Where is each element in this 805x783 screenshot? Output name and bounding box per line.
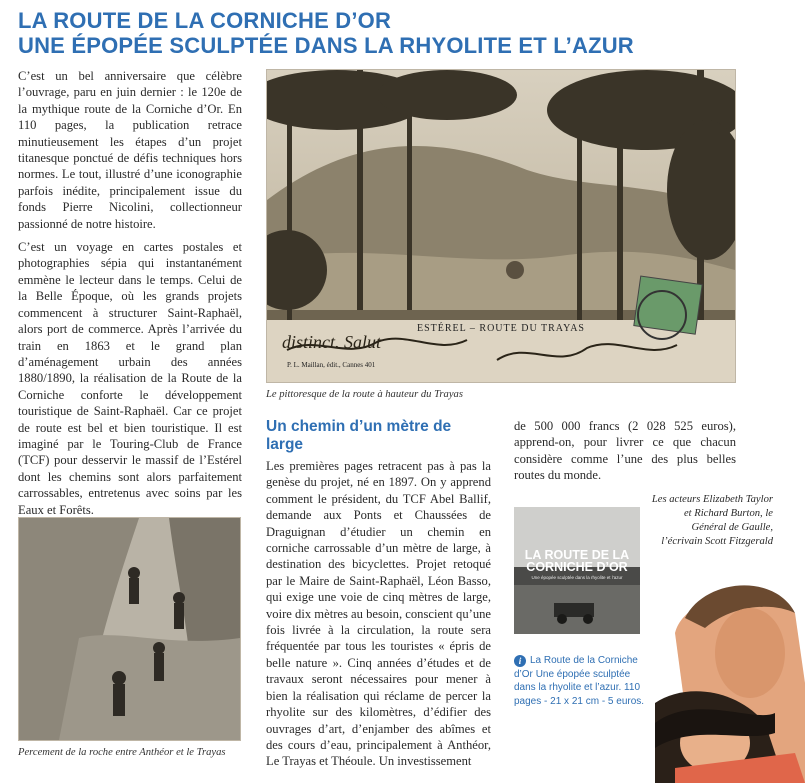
section-subhead: Un chemin d’un mètre de large: [266, 418, 452, 453]
column-2: [266, 458, 491, 770]
book-info: [514, 654, 652, 708]
column-1: [18, 68, 242, 518]
column-3: [514, 418, 736, 484]
rock-photo: [18, 517, 241, 741]
postcard-photo: [266, 69, 736, 383]
actors-photo: [655, 573, 805, 783]
rock-caption: Percement de la roche entre Anthéor et le Trayas: [18, 747, 226, 758]
book-cover-subtitle: Une épopée sculptée dans la rhyolite et l’azur: [531, 575, 623, 580]
postcard-publisher: P. L. Maillan, édit., Cannes 401: [287, 361, 376, 369]
info-icon: i: [514, 655, 526, 667]
article-headline: [18, 8, 798, 58]
book-cover-car-illustration: [514, 585, 640, 634]
headline-line-1: LA ROUTE DE LA CORNICHE D’OR: [18, 8, 392, 33]
book-cover: [514, 507, 640, 634]
column-3-paragraph: de 500 000 francs (2 028 525 euros), apprend-on, pour livrer ce que chacun considère comme l’une des plus belles routes du monde.: [514, 419, 736, 483]
book-cover-title: [514, 549, 640, 573]
book-cover-title-line-2: CORNICHE D’OR: [526, 560, 628, 574]
actors-caption: Les acteurs Elizabeth Taylor et Richard Burton, le Général de Gaulle, l’écrivain Scott Fitzgerald: [651, 494, 773, 547]
postcard-caption: Le pittoresque de la route à hauteur du Trayas: [266, 389, 463, 400]
intro-paragraph: C’est un bel anniversaire que célèbre l’ouvrage, paru en juin dernier : le 120e de la mythique route de la Corniche d’Or. En 110 pages, la publication retrace minutieusement les étapes d’un projet titanesque ponctué de défis techniques hors normes. Le tout, illustré d’une iconographie parfois inédite, principalement issue du fonds Pierre Nicolini, collectionneur passionné de notre histoire.: [18, 69, 242, 231]
book-info-title: La Route de la Corniche d’Or: [514, 655, 638, 680]
column-2-paragraph: Les premières pages retracent pas à pas la genèse du projet, né en 1897. On y apprend comment le président, du TCF Abel Ballif, demande aux Ponts et Chaussées de Draguignan d’étudier un chemin en corniche carrossable d’un mètre de large, à destination des bicyclettes. Projet retoqué par le Maire de Saint-Raphaël, Léon Basso, qui exige une voie de cinq mètres de large, voire dix mètres au besoin, conscient qu’une fois livrée à la circulation, la route sera fréquentée par tous les touristes « épris de belle nature ». Cinq années d’études et de travaux seront nécessaires pour mener à bien la réalisation qui réclame de percer la rhyolite sur des kilomètres, d’édifier des ouvrages d’art, d’enjamber des abîmes et des cours d’eau, principalement à Anthéor, Le Trayas et Théoule. Un investissement: [266, 459, 491, 769]
postcard-handwriting: distinct. Salut: [282, 332, 381, 352]
rock-illustration: [19, 518, 240, 740]
book-cover-title-line-1: LA ROUTE DE LA: [524, 548, 630, 562]
book-info-text: Une épopée sculptée dans la rhyolite et l’azur. 110 pages - 21 x 21 cm - 5 euros.: [514, 668, 645, 707]
actors-illustration: [655, 573, 805, 783]
postcard-printed-title: ESTÉREL – ROUTE DU TRAYAS: [417, 323, 585, 334]
second-paragraph: C’est un voyage en cartes postales et photographies sépia qui instantanément emmène le lecteur dans le temps. Celui de la Belle Époque, où les grands projets commencent à structurer Saint-Raphaël, alors port de commerce. Après l’arrivée du train en 1863 et le grand plan d’aménagement urbain des années 1880/1890, la réalisation de la Route de la Corniche conforte le développement touristique de Saint-Raphaël. Car ce projet de route est bel et bien touristique. Il est imaginé par le Touring-Club de France (TCF) pour desservir le massif de l’Estérel dont les chemins sont alors parfaitement carrossables, entretenus avec soins par les Eaux et Forêts.: [18, 240, 242, 517]
headline-line-2: UNE ÉPOPÉE SCULPTÉE DANS LA RHYOLITE ET L’AZUR: [18, 33, 634, 58]
